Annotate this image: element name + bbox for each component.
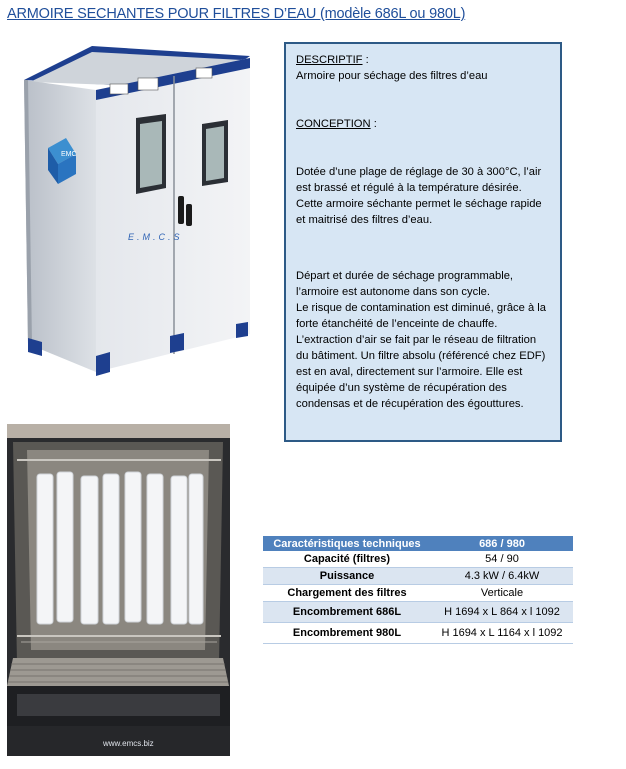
- table-row: [263, 623, 573, 644]
- brand-text: E.M.C.S: [128, 232, 183, 242]
- spec-label: Puissance: [263, 568, 431, 585]
- conception-separator: :: [370, 118, 377, 130]
- description-box: [284, 42, 562, 442]
- table-header-row: [263, 536, 573, 551]
- conception-paragraph-1: Dotée d’une plage de réglage de 30 à 300°C, l’air est brassé et régulé à la température désirée. Cette armoire séchante permet le séchage rapide et maitrisé des filtres d’eau.: [296, 166, 542, 226]
- table-row: [263, 551, 573, 568]
- conception-paragraph-4: L’extraction d’air se fait par le réseau de filtration du bâtiment. Un filtre absolu (référencé chez EDF) est en aval, directement sur l’armoire. Elle est équipée d’un système de récupération des condensas et de récupération des égouttures.: [296, 334, 546, 410]
- spec-label: Encombrement 686L: [263, 602, 431, 623]
- spec-value: H 1694 x L 1164 x l 1092: [431, 623, 573, 644]
- drying-cabinet-photo: [18, 38, 258, 376]
- table-row: [263, 568, 573, 585]
- conception-paragraph-2: Départ et durée de séchage programmable, l’armoire est autonome dans son cycle.: [296, 270, 514, 298]
- spec-label: Encombrement 980L: [263, 623, 431, 644]
- descriptif-label: DESCRIPTIF: [296, 54, 363, 66]
- spec-label: Capacité (filtres): [263, 551, 431, 568]
- table-header-label: Caractéristiques techniques: [263, 536, 431, 551]
- conception-paragraph-3: Le risque de contamination est diminué, grâce à la forte étanchéité de l’enceinte de chauffe.: [296, 302, 547, 330]
- conception-label: CONCEPTION: [296, 118, 371, 130]
- logo-text: EMC: [61, 151, 77, 158]
- descriptif-heading: [296, 52, 550, 68]
- spec-value: Verticale: [431, 585, 573, 602]
- descriptif-separator: :: [362, 54, 369, 66]
- spec-value: 4.3 kW / 6.4kW: [431, 568, 573, 585]
- table-row: [263, 585, 573, 602]
- spec-value: 54 / 90: [431, 551, 573, 568]
- page-title: ARMOIRE SECHANTES POUR FILTRES D’EAU (modèle 686L ou 980L): [7, 6, 466, 22]
- specifications-table: [263, 536, 573, 644]
- table-row: [263, 602, 573, 623]
- spec-label: Chargement des filtres: [263, 585, 431, 602]
- website-text: www.emcs.biz: [103, 739, 154, 748]
- oven-interior-photo: [7, 424, 230, 756]
- table-header-models: 686 / 980: [431, 536, 573, 551]
- conception-heading: [296, 116, 550, 132]
- descriptif-text: Armoire pour séchage des filtres d’eau: [296, 70, 488, 82]
- spec-value: H 1694 x L 864 x l 1092: [431, 602, 573, 623]
